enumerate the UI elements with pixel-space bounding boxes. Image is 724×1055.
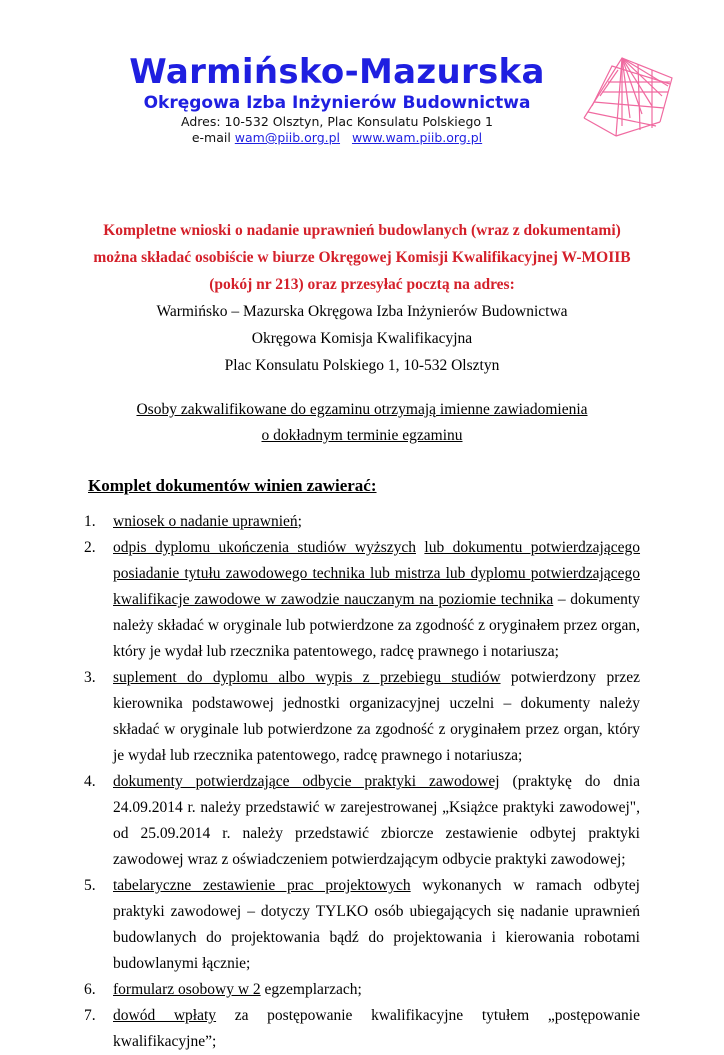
email-label: e-mail <box>191 130 231 145</box>
item-underlined: suplement do dyplomu albo wypis z przebiegu studiów <box>113 669 501 686</box>
item-text: potwierdzony przez kierownika podstawowej jednostki organizacyjnej uczelni – dokumenty należy składać w oryginale lub potwierdzone za zgodność z oryginałem przez organ, który je wydał lub rzecznika patentowego, radcę prawnego i notariusza; <box>113 669 640 764</box>
list-item <box>84 665 640 769</box>
org-name: Warmińsko-Mazurska <box>129 52 545 92</box>
piib-logo-icon <box>582 56 674 138</box>
item-underlined: tabelaryczne zestawienie prac projektowych <box>113 877 411 894</box>
item-text: wykonanych w ramach odbytej praktyki zawodowej – dotyczy TYLKO osób ubiegających się nadanie uprawnień budowlanych do projektowania bądź do projektowania i kierowania robotami budowlanymi łącznie; <box>113 877 640 972</box>
list-item <box>84 769 640 873</box>
info-line-1: Osoby zakwalifikowane do egzaminu otrzymają imienne zawiadomienia <box>136 401 588 418</box>
notice-block <box>0 217 724 449</box>
list-item <box>84 977 640 1003</box>
list-item <box>84 873 640 977</box>
org-subtitle: Okręgowa Izba Inżynierów Budownictwa <box>143 93 531 113</box>
notice-line-3: (pokój nr 213) oraz przesyłać pocztą na adres: <box>209 276 515 293</box>
notice-line-2: można składać osobiście w biurze Okręgowej Komisji Kwalifikacyjnej W-MOIIB <box>93 249 631 266</box>
item-underlined: formularz osobowy w 2 <box>113 981 261 998</box>
list-item <box>84 509 640 535</box>
list-item <box>84 1003 640 1055</box>
item-text: (praktykę do dnia 24.09.2014 r. należy przedstawić w zarejestrowanej „Książce praktyki zawodowej", od 25.09.2014 r. należy przedstawić zbiorcze zestawienie odbytej praktyki zawodowej wraz z oświadczeniem potwierdzającym odbycie praktyki zawodowej; <box>113 773 640 868</box>
item-underlined: wniosek o nadanie uprawnień <box>113 513 298 530</box>
list-number: 4. <box>84 773 96 790</box>
item-underlined: lub dokumentu potwierdzającego posiadanie tytułu zawodowego technika lub mistrza lub dyplomu potwierdzającego kwalifikacje zawodowe w zawodzie nauczanym na poziomie technika <box>113 539 641 608</box>
address-line-2: Okręgowa Komisja Kwalifikacyjna <box>251 330 473 347</box>
list-number: 2. <box>84 539 96 556</box>
org-address: Adres: 10-532 Olsztyn, Plac Konsulatu Polskiego 1 <box>181 114 493 129</box>
item-underlined: dokumenty potwierdzające odbycie praktyki zawodowej <box>113 773 500 790</box>
list-number: 6. <box>84 981 96 998</box>
notice-line-1: Kompletne wnioski o nadanie uprawnień budowlanych (wraz z dokumentami) <box>103 222 621 239</box>
info-line-2: o dokładnym terminie egzaminu <box>261 427 463 444</box>
item-text: – dokumenty należy składać w oryginale lub potwierdzone za zgodność z oryginałem przez organ, który je wydał lub rzecznika patentowego, radcę prawnego i notariusza; <box>113 591 640 660</box>
list-number: 1. <box>84 513 96 530</box>
item-text: za postępowanie kwalifikacyjne tytułem „postępowanie kwalifikacyjne”; <box>113 1007 640 1050</box>
list-item <box>84 535 640 665</box>
documents-list <box>84 509 640 1055</box>
item-text: ; <box>297 513 302 530</box>
list-number: 5. <box>84 877 96 894</box>
address-line-3: Plac Konsulatu Polskiego 1, 10-532 Olsztyn <box>224 357 500 374</box>
email-link[interactable]: wam@piib.org.pl <box>234 130 341 145</box>
item-underlined: odpis dyplomu ukończenia studiów wyższych <box>113 539 416 556</box>
item-underlined: dowód wpłaty <box>113 1007 217 1024</box>
section-title: Komplet dokumentów winien zawierać: <box>88 476 377 495</box>
list-number: 3. <box>84 669 96 686</box>
address-line-1: Warmińsko – Mazurska Okręgowa Izba Inżynierów Budownictwa <box>156 303 568 320</box>
website-link[interactable]: www.wam.piib.org.pl <box>351 130 483 145</box>
item-text: egzemplarzach; <box>260 981 362 998</box>
list-number: 7. <box>84 1007 96 1024</box>
